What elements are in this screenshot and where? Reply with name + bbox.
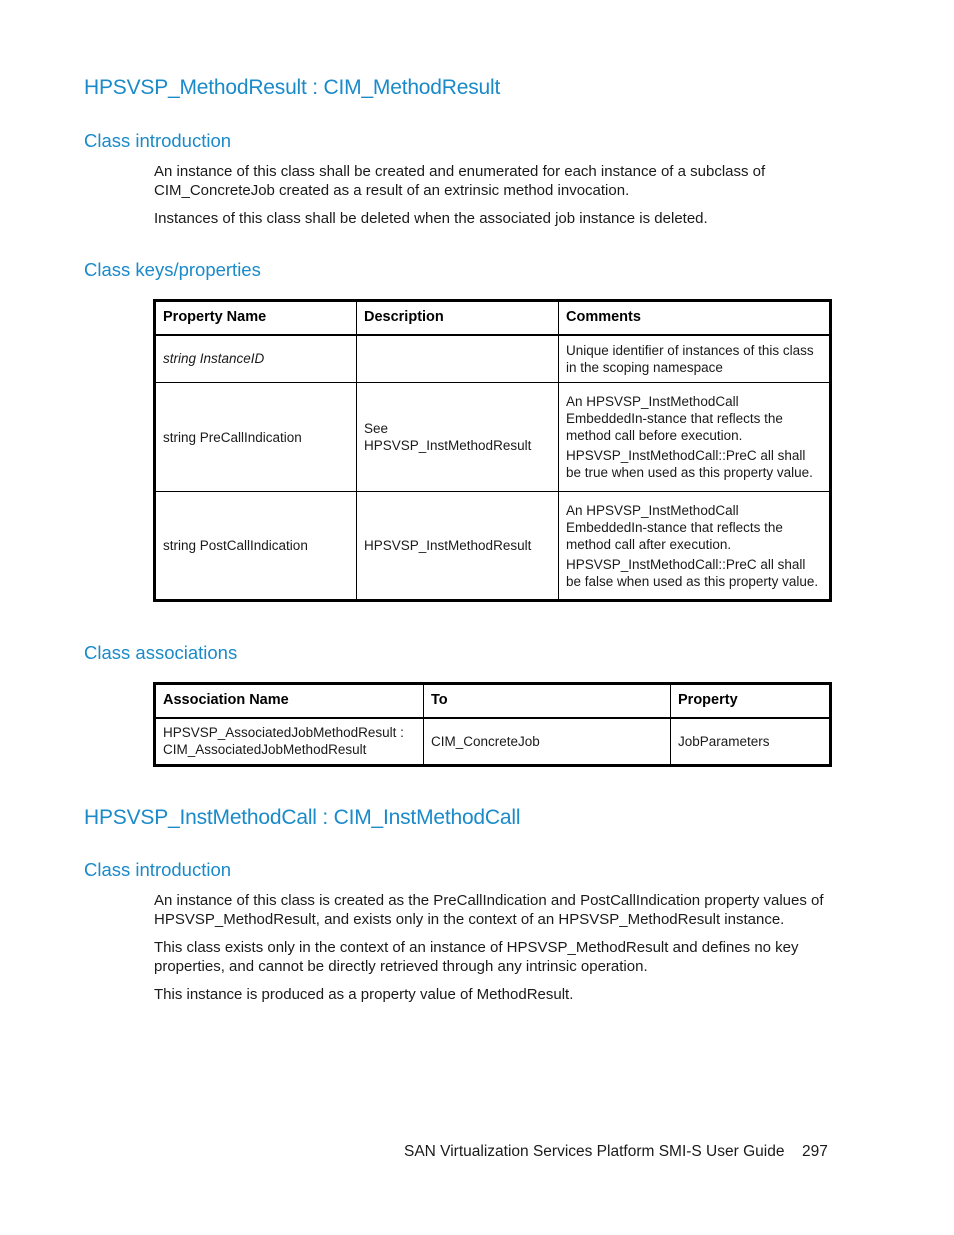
comment-text: HPSVSP_InstMethodCall::PreC all shall be true when used as this property value. [566,448,813,480]
property-name-cell: string PostCallIndication [155,492,357,601]
comment-text: An HPSVSP_InstMethodCall EmbeddedIn-stance that reflects the method call before execution. [566,394,783,443]
table-row [155,383,831,492]
comments-cell [559,383,831,492]
table-row [155,335,831,383]
intro-paragraph: An instance of this class shall be created and enumerated for each instance of a subclass of CIM_ConcreteJob created as a result of an extrinsic method invocation. [154,163,766,199]
section-title-methodresult: HPSVSP_MethodResult : CIM_MethodResult [84,76,501,99]
property-name-cell: string PreCallIndication [155,383,357,492]
column-header: Property Name [155,301,357,335]
table-header-row [155,301,831,335]
comment-text: HPSVSP_InstMethodCall::PreC all shall be false when used as this property value. [566,556,819,589]
intro-paragraph: Instances of this class shall be deleted when the associated job instance is deleted. [154,210,708,227]
class-introduction-heading: Class introduction [84,859,232,880]
associations-table [153,682,832,767]
description-cell [357,335,559,383]
column-header: Comments [559,301,831,335]
comments-cell [559,492,831,601]
intro-paragraph: This class exists only in the context of an instance of HPSVSP_MethodResult and defines no key properties, and cannot be directly retrieved through any intrinsic operation. [154,939,799,975]
comments-cell [559,335,831,383]
table-header-row [155,684,831,718]
description-cell: See HPSVSP_InstMethodResult [357,383,559,492]
table-row [155,718,831,766]
column-header: To [424,684,671,718]
description-cell: HPSVSP_InstMethodResult [357,492,559,601]
comment-text: Unique identifier of instances of this class in the scoping namespace [566,342,814,375]
intro-paragraph: An instance of this class is created as the PreCallIndication and PostCallIndication property values of HPSVSP_MethodResult, and exists only in the context of an HPSVSP_MethodResult instance. [154,892,824,928]
association-name-line: CIM_AssociatedJobMethodResult [163,742,367,758]
column-header: Association Name [155,684,424,718]
table-row [155,492,831,601]
class-associations-heading: Class associations [84,642,238,663]
class-keys-heading: Class keys/properties [84,259,261,280]
page-number: 297 [802,1143,828,1160]
property-name-cell: string InstanceID [155,335,357,383]
column-header: Description [357,301,559,335]
properties-table [153,299,832,602]
comment-text: An HPSVSP_InstMethodCall EmbeddedIn-stance that reflects the method call after execution. [566,502,783,552]
association-property-cell: JobParameters [671,718,831,766]
intro-paragraph: This instance is produced as a property value of MethodResult. [154,986,574,1003]
association-to-cell: CIM_ConcreteJob [424,718,671,766]
class-introduction-heading: Class introduction [84,130,232,151]
column-header: Property [671,684,831,718]
association-name-line: HPSVSP_AssociatedJobMethodResult : [163,725,404,741]
association-name-cell [155,718,424,766]
footer-guide-title: SAN Virtualization Services Platform SMI-S User Guide [404,1143,785,1160]
section-title-instmethodcall: HPSVSP_InstMethodCall : CIM_InstMethodCall [84,806,521,829]
